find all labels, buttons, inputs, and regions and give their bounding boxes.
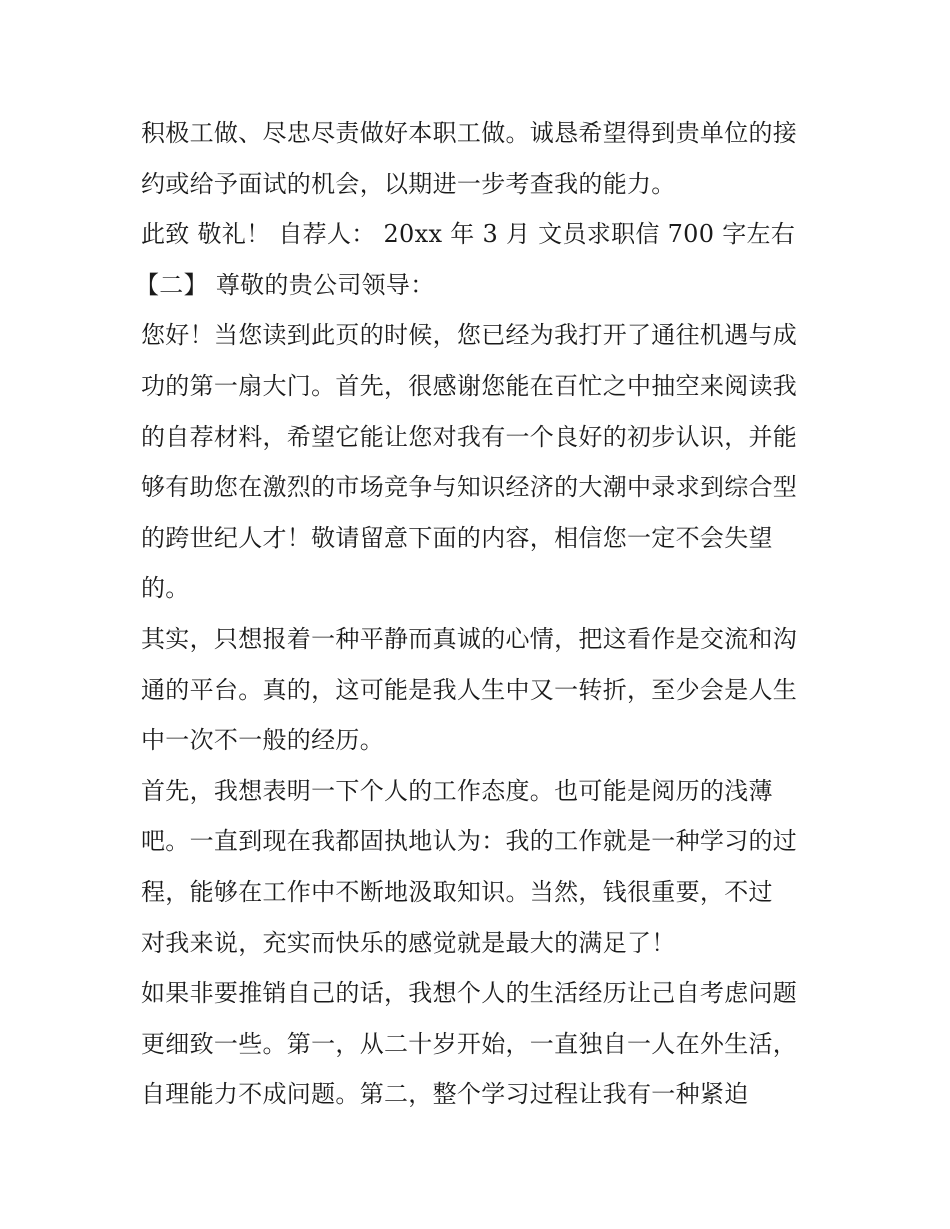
body-line: 吧。一直到现在我都固执地认为：我的工作就是一种学习的过 [141,827,798,856]
body-line: 的自荐材料，希望它能让您对我有一个良好的初步认识，并能 [141,422,798,451]
body-line: 您好！当您读到此页的时候，您已经为我打开了通往机遇与成 [141,321,798,350]
closing-signature-line: 此致 敬礼！ 自荐人： 20xx 年 3 月 文员求职信 700 字左右 [141,220,796,249]
body-line: 约或给予面试的机会，以期进一步考查我的能力。 [141,169,676,198]
body-line: 通的平台。真的，这可能是我人生中又一转折，至少会是人生 [141,675,798,704]
body-line: 的。 [141,574,190,603]
body-line: 其实，只想报着一种平静而真诚的心情，把这看作是交流和沟 [141,624,798,653]
body-line: 的跨世纪人才！敬请留意下面的内容，相信您一定不会失望 [141,523,773,552]
body-line: 对我来说，充实而快乐的感觉就是最大的满足了！ [141,928,676,957]
body-line: 积极工做、尽忠尽责做好本职工做。诚恳希望得到贵单位的接 [141,119,798,147]
body-line: 如果非要推销自己的话，我想个人的生活经历让己自考虑问题 [141,979,798,1008]
body-line: 首先，我想表明一下个人的工作态度。也可能是阅历的浅薄 [141,776,773,805]
body-line: 程，能够在工作中不断地汲取知识。当然，钱很重要，不过 [141,877,773,906]
body-line: 功的第一扇大门。首先，很感谢您能在百忙之中抽空来阅读我 [141,371,798,400]
letter-body [135,108,821,1120]
body-line: 自理能力不成问题。第二，整个学习过程让我有一种紧迫 [141,1080,749,1109]
section-heading: 【二】 尊敬的贵公司领导： [135,270,435,299]
body-line: 中一次不一般的经历。 [141,726,384,755]
body-line: 够有助您在激烈的市场竞争与知识经济的大潮中录求到综合型 [141,473,798,502]
body-line: 更细致一些。第一，从二十岁开始，一直独自一人在外生活， [141,1029,798,1058]
